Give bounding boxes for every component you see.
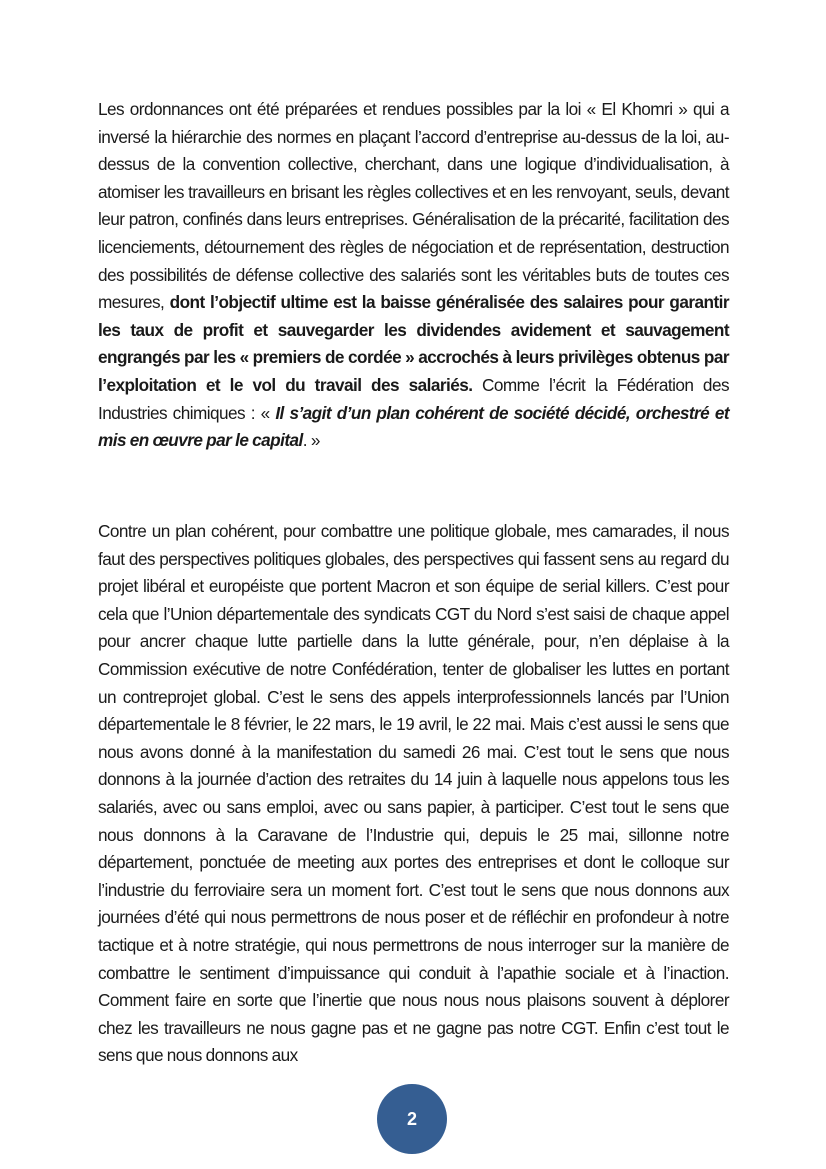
paragraph-1-citation-lead: Comme l’écrit la Fédération des Industries chimiques : « (98, 374, 729, 423)
page-number: 2 (406, 1108, 417, 1129)
page-number-badge (377, 1084, 447, 1154)
paragraph-1-quote-close: . » (302, 430, 320, 451)
paragraph-plan-coherent (98, 518, 729, 1070)
paragraph-2-text: Contre un plan cohérent, pour combattre une politique globale, mes camarades, il nous faut des perspectives politiques globales, des perspectives qui fassent sens au regard du projet libéral et européiste que portent Macron et son équipe de serial killers. C’est pour cela que l’Union départementale des syndicats CGT du Nord s’est saisi de chaque appel pour ancrer chaque lutte partielle dans la lutte générale, pour, n’en déplaise à la Commission exécutive de notre Confédération, tenter de globaliser les luttes en portant un contreprojet global. C’est le sens des appels interprofessionnels lancés par l’Union départementale le 8 février, le 22 mars, le 19 avril, le 22 mai. Mais c’est aussi le sens que nous avons donné à la manifestation du samedi 26 mai. C’est tout le sens que nous donnons à la journée d’action des retraites du 14 juin à laquelle nous appelons tous les salariés, avec ou sans emploi, avec ou sans papier, à participer. C’est tout le sens que nous donnons à la Caravane de l’Industrie qui, depuis le 25 mai, sillonne notre département, ponctuée de meeting aux portes des entreprises et dont le colloque sur l’industrie du ferroviaire sera un moment fort. C’est tout le sens que nous donnons aux journées d’été qui nous permettrons de nous poser et de réfléchir en profondeur à notre tactique et à notre stratégie, qui nous permettrons de nous interroger sur la manière de combattre le sentiment d’impuissance qui conduit à l’apathie sociale et à l’inaction. Comment faire en sorte que l’inertie que nous nous nous plaisons souvent à déplorer chez les travailleurs ne nous gagne pas et ne gagne pas notre CGT. Enfin c’est tout le sens que nous donnons aux (98, 521, 729, 1066)
paragraph-ordonnances (98, 96, 729, 455)
paragraph-1-quote: Il s’agit d’un plan cohérent de société décidé, orchestré et mis en œuvre par le capital (98, 402, 729, 451)
paragraph-1-bold-statement: dont l’objectif ultime est la baisse généralisée des salaires pour garantir les taux de profit et sauvegarder les dividendes avidement et sauvagement engrangés par les « premiers de cordée » accrochés à leurs privilèges obtenus par l’exploitation et le vol du travail des salariés. (98, 292, 729, 395)
paragraph-1-text (98, 96, 729, 455)
paragraph-1-intro: Les ordonnances ont été préparées et rendues possibles par la loi « El Khomri » qui a inversé la hiérarchie des normes en plaçant l’accord d’entreprise au-dessus de la loi, au-dessus de la convention collective, cherchant, dans une logique d’individualisation, à atomiser les travailleurs en brisant les règles collectives et en les renvoyant, seuls, devant leur patron, confinés dans leurs entreprises. Généralisation de la précarité, facilitation des licenciements, détournement des règles de négociation et de représentation, destruction des possibilités de défense collective des salariés sont les véritables buts de toutes ces mesures, (98, 99, 729, 313)
